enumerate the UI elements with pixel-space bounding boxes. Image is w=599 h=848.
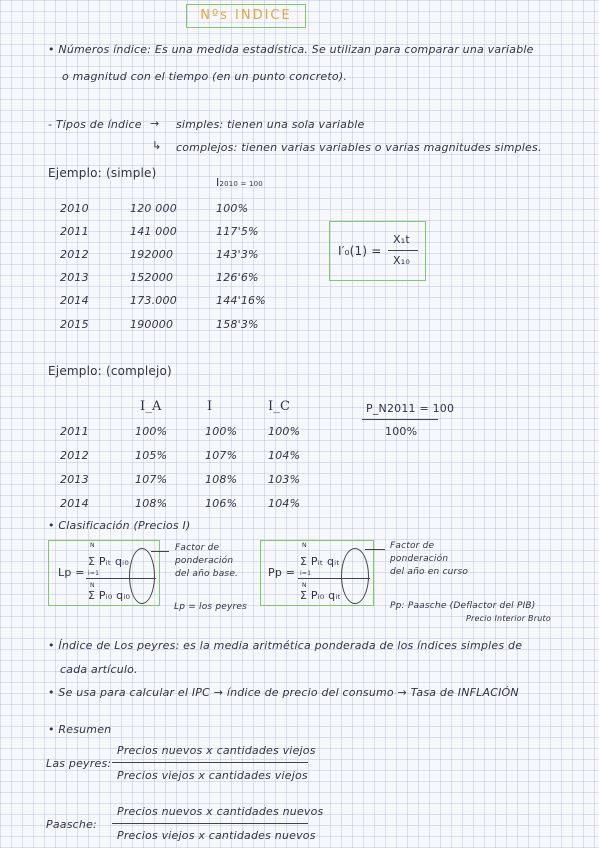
simple-col-header <box>216 176 263 189</box>
pp-caption: Pp: Paasche (Deflactor del PIB) <box>390 601 536 611</box>
intro-line-1: • Números índice: Es una medida estadística. Se utilizan para comparar una variable <box>48 43 534 56</box>
intro-line-2: o magnitud con el tiempo (en un punto concreto). <box>62 70 348 83</box>
complex-cell-year: 2012 <box>60 449 89 462</box>
arrow-down-right-icon: ↳ <box>152 139 162 152</box>
complex-cell-c: 104% <box>268 497 301 510</box>
page-title: Nºs INDICE <box>186 4 306 28</box>
tipos-complejos: complejos: tienen varias variables o varias magnitudes simples. <box>176 141 542 154</box>
simple-formula-lhs: I′₀(1) = <box>338 244 382 258</box>
pp-note-3: del año en curso <box>390 567 469 577</box>
lp-caption: Lp = los peyres <box>174 602 248 612</box>
clasificacion-heading: • Clasificación (Precios I) <box>48 519 191 532</box>
sigma-top: N <box>302 542 307 549</box>
pp-note-1: Factor de <box>390 541 435 551</box>
fraction-line <box>362 419 438 420</box>
simple-cell-year: 2013 <box>60 271 89 284</box>
resumen-pp-label: Paasche: <box>46 818 97 831</box>
simple-cell-year: 2011 <box>60 225 89 238</box>
resumen-lp-label: Las peyres: <box>46 757 112 770</box>
simple-formula-num: X₁t <box>393 233 410 246</box>
ipc-note: • Se usa para calcular el IPC → índice de precio del consumo → Tasa de INFLACIÓN <box>48 686 519 699</box>
complex-cell-b: 108% <box>205 473 238 486</box>
complex-header-b: I <box>207 399 213 414</box>
simple-col-header-sub: 2010 = 100 <box>219 180 263 188</box>
complex-side-bottom: 100% <box>385 425 418 438</box>
sigma-bottom: i=1 <box>300 570 312 577</box>
simple-cell-year: 2010 <box>60 202 89 215</box>
complex-header-c: I_C <box>268 399 291 414</box>
simple-formula-den: X₁₀ <box>393 254 410 267</box>
laspeyres-definition-2: cada artículo. <box>60 663 138 676</box>
lp-note-1: Factor de <box>175 543 220 553</box>
simple-cell-year: 2015 <box>60 318 89 331</box>
lp-note-2: ponderación <box>175 556 234 566</box>
arrow-line <box>365 549 385 550</box>
resumen-heading: • Resumen <box>48 723 112 736</box>
simple-cell-value: 120 000 <box>130 202 177 215</box>
simple-cell-value: 190000 <box>130 318 174 331</box>
complex-cell-year: 2013 <box>60 473 89 486</box>
sigma-bottom: i=1 <box>88 570 100 577</box>
simple-cell-index: 158'3% <box>216 318 259 331</box>
simple-cell-index: 100% <box>216 202 249 215</box>
fraction-line <box>112 762 308 763</box>
simple-cell-index: 144'16% <box>216 294 266 307</box>
tipos-label: - Tipos de índice <box>48 118 142 131</box>
weight-circle <box>341 548 369 604</box>
ejemplo-complejo-heading: Ejemplo: (complejo) <box>48 364 172 378</box>
complex-cell-a: 105% <box>135 449 168 462</box>
sigma-top: N <box>302 582 307 589</box>
weight-circle <box>129 548 155 604</box>
lp-num: Σ Pᵢₜ qᵢ₀ <box>88 555 129 568</box>
lp-note-3: del año base. <box>175 569 239 579</box>
complex-cell-b: 106% <box>205 497 238 510</box>
simple-cell-year: 2014 <box>60 294 89 307</box>
complex-header-a: I_A <box>140 399 162 414</box>
simple-cell-year: 2012 <box>60 248 89 261</box>
simple-col-header-main: I <box>216 176 220 189</box>
pp-den: Σ Pᵢ₀ qᵢₜ <box>300 589 341 602</box>
resumen-pp-den: Precios viejos x cantidades nuevos <box>117 829 316 842</box>
complex-cell-c: 104% <box>268 449 301 462</box>
resumen-pp-num: Precios nuevos x cantidades nuevos <box>117 805 324 818</box>
laspeyres-definition-1: • Índice de Los peyres: es la media aritmética ponderada de los índices simples de <box>48 639 523 652</box>
lp-lhs: Lp = <box>58 566 85 579</box>
arrow-line <box>151 551 169 552</box>
complex-cell-year: 2011 <box>60 425 89 438</box>
complex-cell-a: 100% <box>135 425 168 438</box>
complex-cell-year: 2014 <box>60 497 89 510</box>
simple-cell-value: 192000 <box>130 248 174 261</box>
ejemplo-simple-heading: Ejemplo: (simple) <box>48 166 157 180</box>
fraction-line <box>112 823 308 824</box>
sigma-top: N <box>90 582 95 589</box>
fraction-line <box>388 250 418 251</box>
pp-num: Σ Pᵢₜ qᵢₜ <box>300 555 340 568</box>
pp-caption-2: Precio Interior Bruto <box>466 614 551 623</box>
tipos-simples: simples: tienen una sola variable <box>176 118 365 131</box>
resumen-lp-num: Precios nuevos x cantidades viejos <box>117 744 316 757</box>
complex-cell-b: 107% <box>205 449 238 462</box>
pp-lhs: Pp = <box>268 566 296 579</box>
resumen-lp-den: Precios viejos x cantidades viejos <box>117 769 308 782</box>
complex-cell-a: 108% <box>135 497 168 510</box>
sigma-top: N <box>90 542 95 549</box>
pp-note-2: ponderación <box>390 554 449 564</box>
complex-cell-a: 107% <box>135 473 168 486</box>
simple-cell-index: 143'3% <box>216 248 259 261</box>
arrow-right-icon: → <box>150 117 160 130</box>
complex-side-top: P_N2011 = 100 <box>366 402 455 415</box>
simple-cell-value: 173.000 <box>130 294 177 307</box>
simple-cell-index: 126'6% <box>216 271 259 284</box>
complex-cell-c: 100% <box>268 425 301 438</box>
simple-cell-index: 117'5% <box>216 225 259 238</box>
lp-den: Σ Pᵢ₀ qᵢ₀ <box>88 589 131 602</box>
complex-cell-b: 100% <box>205 425 238 438</box>
simple-cell-value: 141 000 <box>130 225 177 238</box>
simple-cell-value: 152000 <box>130 271 174 284</box>
complex-cell-c: 103% <box>268 473 301 486</box>
